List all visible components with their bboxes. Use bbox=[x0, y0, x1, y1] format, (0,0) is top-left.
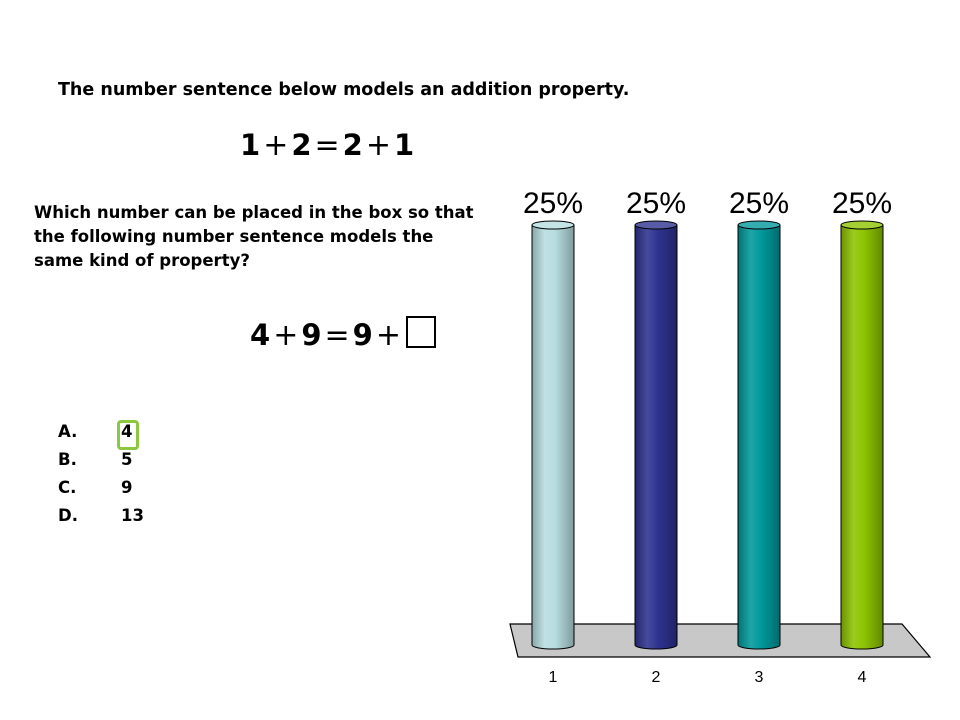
choice-a-value: 4 bbox=[121, 422, 133, 441]
eq1-plus-2: + bbox=[365, 128, 391, 163]
category-label-2: 2 bbox=[651, 669, 661, 686]
choice-b-letter: B. bbox=[58, 450, 77, 469]
bar-top-1 bbox=[532, 221, 574, 229]
question-equation bbox=[250, 316, 436, 353]
value-label-2: 25% bbox=[625, 187, 687, 220]
question-line-1: Which number can be placed in the box so that bbox=[34, 203, 474, 222]
eq2-plus-2: + bbox=[375, 318, 401, 353]
eq2-term-c: 9 bbox=[352, 318, 373, 352]
eq1-term-d: 1 bbox=[393, 128, 415, 162]
intro-text: The number sentence below models an addition property. bbox=[58, 80, 630, 100]
choice-d-value: 13 bbox=[121, 506, 144, 525]
eq2-term-a: 4 bbox=[250, 318, 271, 352]
category-label-3: 3 bbox=[754, 669, 764, 686]
choice-d-letter: D. bbox=[58, 506, 78, 525]
eq1-plus-1: + bbox=[263, 128, 289, 163]
answer-blank-box bbox=[406, 316, 436, 348]
eq1-equals: = bbox=[314, 128, 340, 163]
choice-b-value: 5 bbox=[121, 450, 133, 469]
value-label-4: 25% bbox=[831, 187, 893, 220]
eq2-term-b: 9 bbox=[301, 318, 322, 352]
response-bar-chart bbox=[480, 180, 950, 690]
eq1-term-c: 2 bbox=[342, 128, 363, 162]
eq1-term-b: 2 bbox=[291, 128, 312, 162]
bar-top-2 bbox=[635, 221, 677, 229]
bar-3 bbox=[738, 225, 780, 649]
category-label-1: 1 bbox=[548, 669, 558, 686]
bar-4 bbox=[841, 225, 883, 649]
choice-a-letter: A. bbox=[58, 422, 78, 441]
category-label-4: 4 bbox=[857, 669, 867, 686]
question-text bbox=[34, 201, 544, 273]
question-line-3: same kind of property? bbox=[34, 251, 250, 270]
value-label-3: 25% bbox=[728, 187, 790, 220]
bar-top-3 bbox=[738, 221, 780, 229]
question-line-2: the following number sentence models the bbox=[34, 227, 434, 246]
eq2-equals: = bbox=[324, 318, 350, 353]
bar-2 bbox=[635, 225, 677, 649]
example-equation bbox=[240, 128, 414, 163]
bar-top-4 bbox=[841, 221, 883, 229]
choice-c-value: 9 bbox=[121, 478, 133, 497]
choice-c-letter: C. bbox=[58, 478, 77, 497]
value-label-1: 25% bbox=[522, 187, 584, 220]
eq2-plus-1: + bbox=[273, 318, 299, 353]
eq1-term-a: 1 bbox=[240, 128, 261, 162]
bar-1 bbox=[532, 225, 574, 649]
